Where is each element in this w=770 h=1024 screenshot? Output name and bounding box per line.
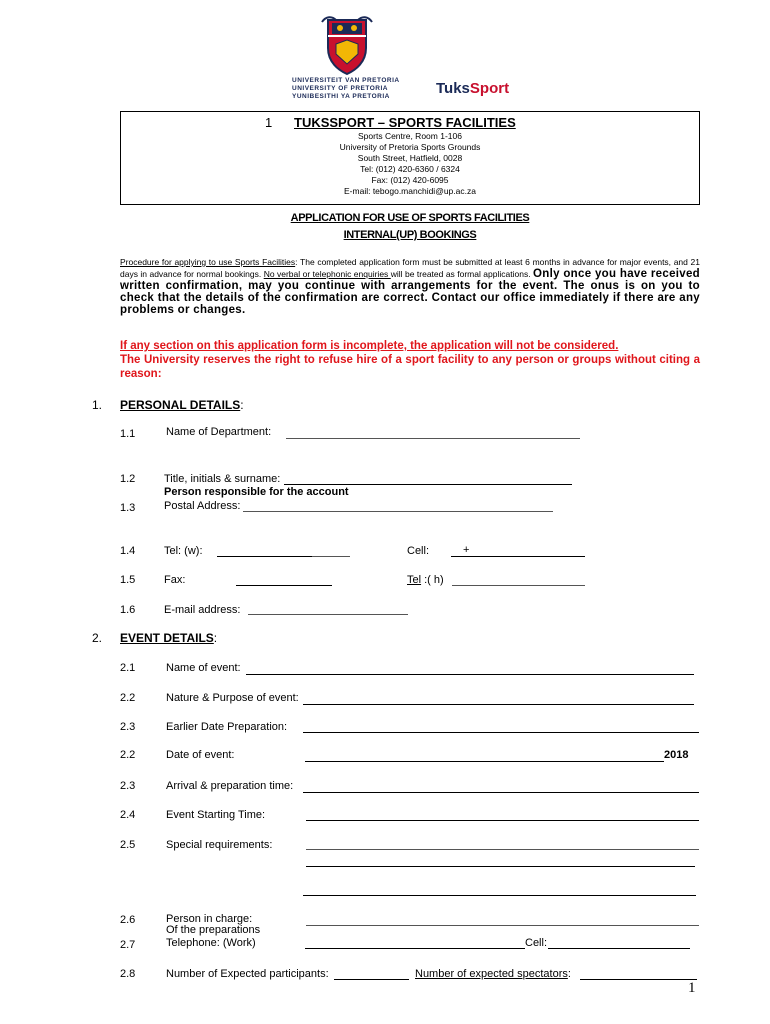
page-number: 1	[688, 980, 696, 996]
participants-label: Number of Expected participants:	[166, 968, 329, 980]
spectators-label	[415, 968, 571, 980]
contact-email: E-mail: tebogo.manchidi@up.ac.za	[344, 186, 476, 196]
special-requirements-field-2[interactable]	[306, 866, 695, 867]
email-label: E-mail address:	[164, 604, 241, 616]
person-in-charge-field[interactable]	[306, 925, 699, 926]
warning-text	[120, 339, 700, 381]
tel-home-label	[407, 574, 444, 586]
section2-colon: :	[213, 631, 218, 645]
item-1-6-number: 1.6	[120, 604, 136, 616]
section1-colon: :	[240, 398, 244, 412]
participants-field[interactable]	[334, 979, 409, 980]
telephone-work-label: Telephone: (Work)	[166, 937, 256, 949]
university-crest-icon	[318, 14, 376, 76]
fax-label: Fax:	[164, 574, 186, 586]
contact-address-room: Sports Centre, Room 1-106	[358, 131, 462, 141]
item-1-5-number: 1.5	[120, 574, 136, 586]
department-label: Name of Department:	[166, 426, 272, 438]
section1-number: 1.	[92, 398, 103, 412]
procedure-paragraph	[120, 256, 700, 316]
form-title-line2: INTERNAL(UP) BOOKINGS	[343, 229, 477, 241]
section2-heading-text: EVENT DETAILS	[120, 631, 214, 645]
nature-purpose-field[interactable]	[303, 704, 694, 705]
special-requirements-field-1[interactable]	[306, 849, 699, 850]
surname-label: Title, initials & surname:	[164, 473, 281, 485]
department-field[interactable]	[286, 438, 580, 439]
item-1-4-number: 1.4	[120, 545, 136, 557]
event-name-label: Name of event:	[166, 662, 241, 674]
item-1-1-number: 1.1	[120, 428, 136, 440]
email-field[interactable]	[248, 614, 408, 615]
tel-home-label-tel: Tel	[407, 574, 422, 586]
cell-field[interactable]	[451, 556, 585, 557]
tel-work-field-tail	[312, 556, 350, 557]
section2-number: 2.	[92, 631, 103, 645]
postal-address-field[interactable]	[243, 511, 553, 512]
tel-work-label: Tel: (w):	[164, 545, 203, 557]
person-in-charge-label	[166, 914, 260, 936]
procedure-bold: Only once you have received written confirmation, may you continue with arrangements for the event. The onus is on you to check that the details of the confirmation are correct. Contact our office immediately if there are any problems or changes.	[120, 268, 700, 316]
item-2-8-number: 2.6	[120, 914, 136, 926]
earlier-date-field[interactable]	[303, 732, 699, 733]
tel-home-field[interactable]	[452, 585, 585, 586]
item-1-3-number: 1.3	[120, 502, 136, 514]
arrival-time-field[interactable]	[303, 792, 699, 793]
form-title-line1: APPLICATION FOR USE OF SPORTS FACILITIES	[290, 212, 530, 224]
spectators-label-text: Number of expected spectators	[415, 968, 568, 980]
brand-tuks: Tuks	[436, 80, 470, 97]
section1-heading	[120, 398, 244, 412]
responsible-person-label: Person responsible for the account	[164, 486, 349, 498]
start-time-label: Event Starting Time:	[166, 809, 266, 821]
contact-address-grounds: University of Pretoria Sports Grounds	[339, 142, 481, 152]
procedure-underlined: No verbal or telephonic enquiries	[263, 269, 391, 279]
item-2-7-number: 2.5	[120, 839, 136, 851]
event-date-label: Date of event:	[166, 749, 235, 761]
earlier-date-label: Earlier Date Preparation:	[166, 721, 288, 733]
special-requirements-label: Special requirements:	[166, 839, 273, 851]
start-time-field[interactable]	[306, 820, 699, 821]
university-line-sepedi: YUNIBESITHI YA PRETORIA	[292, 93, 390, 100]
item-2-6-number: 2.4	[120, 809, 136, 821]
item-2-3-number: 2.3	[120, 721, 136, 733]
postal-address-label: Postal Address:	[164, 500, 241, 512]
item-2-9-number: 2.7	[120, 939, 136, 951]
contact-address-street: South Street, Hatfield, 0028	[357, 153, 463, 163]
item-2-2-number: 2.2	[120, 692, 136, 704]
item-2-10-number: 2.8	[120, 968, 136, 980]
cell-plus: +	[463, 544, 470, 556]
warning-line1: If any section on this application form is incomplete, the application will not be considered.	[120, 340, 619, 352]
item-2-5-number: 2.3	[120, 780, 136, 792]
fax-field[interactable]	[236, 585, 332, 586]
university-line-afrikaans: UNIVERSITEIT VAN PRETORIA	[292, 77, 400, 84]
tel-home-label-h: :( h)	[421, 574, 444, 586]
tel-work-field[interactable]	[217, 556, 312, 557]
tukssport-logo	[436, 80, 509, 97]
person-in-charge-label-line2: Of the preparations	[166, 924, 261, 936]
box-title: TUKSSPORT – SPORTS FACILITIES	[294, 115, 516, 130]
item-1-2-number: 1.2	[120, 473, 136, 485]
university-line-english: UNIVERSITY OF PRETORIA	[292, 85, 388, 92]
arrival-time-label: Arrival & preparation time:	[166, 780, 294, 792]
brand-sport: Sport	[469, 80, 510, 97]
section2-heading	[120, 631, 217, 645]
event-cell-label: Cell:	[525, 937, 548, 949]
spectators-field[interactable]	[580, 979, 697, 980]
contact-fax: Fax: (012) 420-6095	[371, 175, 449, 185]
section1-heading-text: PERSONAL DETAILS	[120, 398, 241, 412]
person-in-charge-label-line1: Person in charge:	[166, 913, 253, 925]
event-name-field[interactable]	[246, 674, 694, 675]
telephone-work-field[interactable]	[305, 948, 525, 949]
event-date-field[interactable]	[305, 761, 664, 762]
procedure-lead: Procedure for applying to use Sports Facilities	[120, 257, 296, 267]
box-number: 1	[265, 115, 273, 130]
contact-tel: Tel: (012) 420-6360 / 6324	[360, 164, 460, 174]
contact-lines	[120, 131, 700, 197]
nature-purpose-label: Nature & Purpose of event:	[166, 692, 299, 704]
item-2-4-number: 2.2	[120, 749, 136, 761]
university-name	[292, 77, 402, 101]
spectators-label-colon: :	[567, 968, 571, 980]
item-2-1-number: 2.1	[120, 662, 136, 674]
procedure-text2: will be treated as formal applications.	[390, 269, 534, 279]
warning-line2: The University reserves the right to refuse hire of a sport facility to any person or groups without citing a reason:	[120, 354, 700, 380]
form-title	[120, 210, 700, 244]
surname-field[interactable]	[284, 484, 572, 485]
procedure-text1: : The completed application form must be submitted at least 6 months in advance for major events, and 21 days in advance for normal bookings.	[120, 257, 700, 279]
cell-label: Cell:	[407, 545, 430, 557]
event-cell-field[interactable]	[548, 948, 690, 949]
special-requirements-field-3[interactable]	[303, 895, 696, 896]
event-year: 2018	[664, 749, 689, 761]
